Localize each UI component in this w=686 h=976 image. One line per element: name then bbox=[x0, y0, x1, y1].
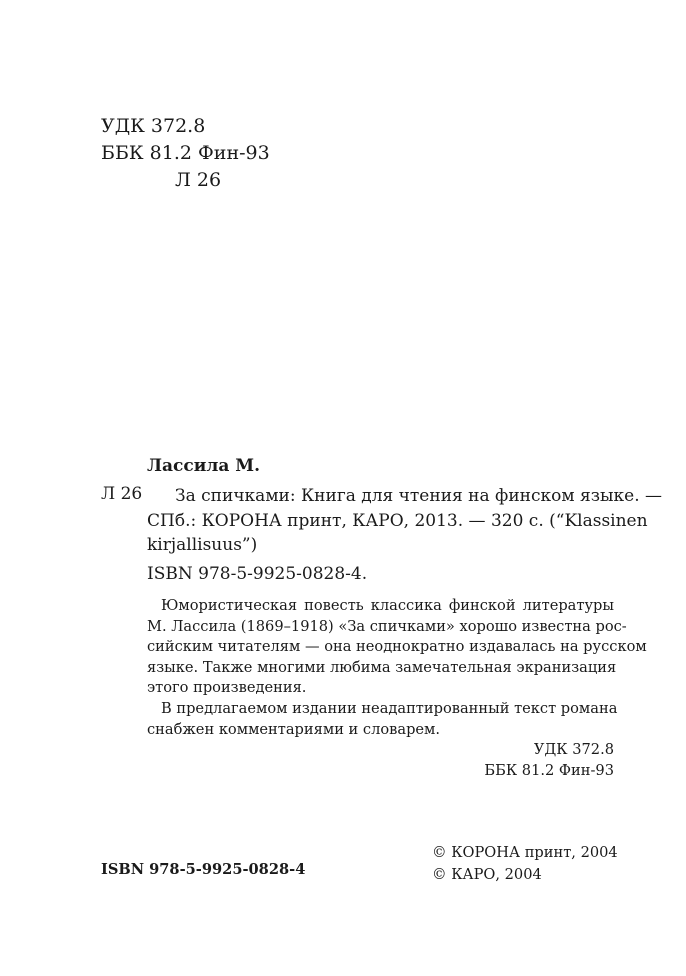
annotation-line: сийским читателям — она неоднократно издавалась на русском bbox=[147, 638, 647, 656]
bbk-code: ББК 81.2 Фин-93 bbox=[101, 142, 270, 164]
annotation-udk: УДК 372.8 bbox=[533, 741, 614, 759]
description-line: СПб.: КОРОНА принт, КАРО, 2013. — 320 с. (“Klassinen bbox=[147, 510, 648, 531]
copyright-line: © КАРО, 2004 bbox=[432, 866, 542, 883]
annotation-line: М. Лассила (1869–1918) «За спичками» хорошо известна рос- bbox=[147, 617, 627, 635]
description-line: kirjallisuus”) bbox=[147, 535, 258, 555]
copyright-line: © КОРОНА принт, 2004 bbox=[432, 844, 618, 861]
card-author-mark: Л 26 bbox=[101, 484, 143, 504]
annotation-line: Юмористическая повесть классика финской литературы bbox=[161, 597, 614, 614]
classification-codes bbox=[101, 113, 270, 194]
description-line: За спичками: Книга для чтения на финском языке. — bbox=[175, 486, 663, 506]
annotation bbox=[147, 596, 647, 781]
udk-code: УДК 372.8 bbox=[101, 115, 206, 137]
copyright-block bbox=[432, 842, 618, 886]
annotation-line: снабжен комментариями и словарем. bbox=[147, 720, 441, 738]
bibliographic-description bbox=[147, 484, 663, 558]
author-mark: Л 26 bbox=[175, 169, 222, 191]
footer-isbn: ISBN 978-5-9925-0828-4 bbox=[101, 861, 306, 878]
annotation-bbk: ББК 81.2 Фин-93 bbox=[484, 761, 614, 779]
author-name: Лассила М. bbox=[147, 456, 261, 476]
card-isbn: ISBN 978-5-9925-0828-4. bbox=[147, 564, 368, 584]
annotation-line: В предлагаемом издании неадаптированный текст романа bbox=[161, 699, 618, 717]
annotation-line: этого произведения. bbox=[147, 679, 307, 697]
annotation-line: языке. Также многими любима замечательная экранизация bbox=[147, 658, 617, 676]
